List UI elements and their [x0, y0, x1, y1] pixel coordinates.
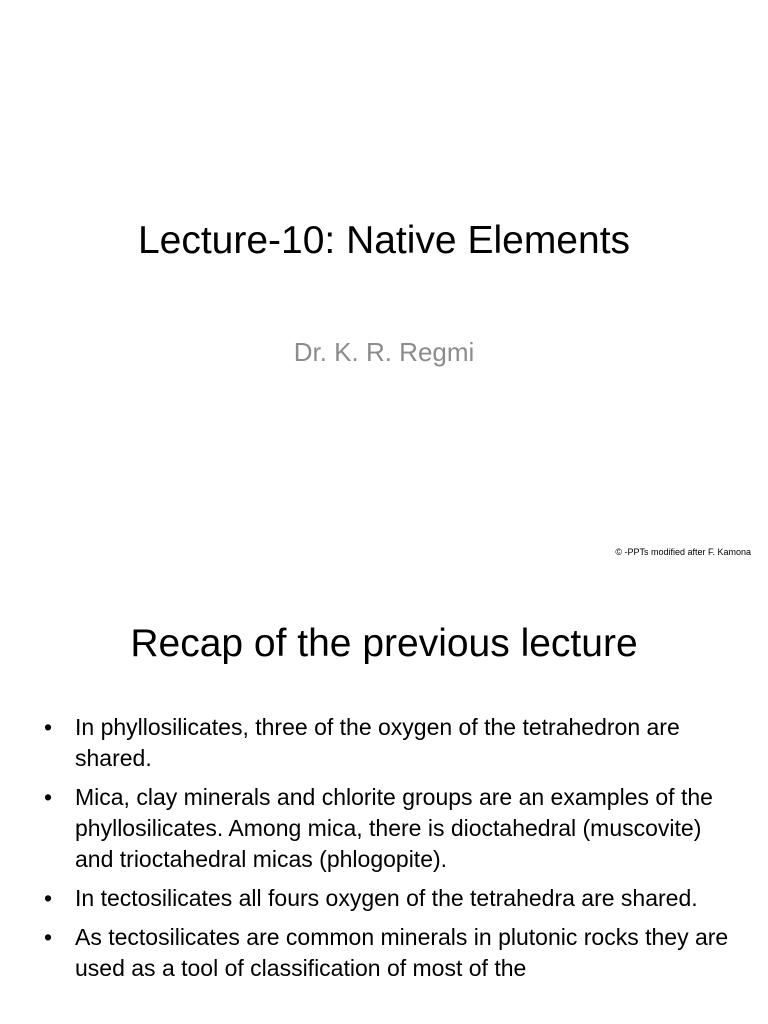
bullet-text: In phyllosilicates, three of the oxygen of the tetrahedron are shared.: [75, 714, 680, 771]
slide-recap: [0, 576, 768, 1024]
bullet-item: [44, 712, 744, 774]
bullet-text: As tectosilicates are common minerals in plutonic rocks they are used as a tool of classification of most of the: [75, 924, 729, 981]
bullet-dot-icon: •: [44, 885, 53, 911]
bullet-dot-icon: •: [44, 924, 53, 950]
author-subtitle: Dr. K. R. Regmi: [293, 337, 475, 367]
bullet-item: [44, 883, 744, 914]
bullet-item: [44, 782, 744, 875]
bullet-item: [44, 922, 744, 984]
recap-title: Recap of the previous lecture: [130, 622, 638, 665]
bullet-dot-icon: •: [44, 784, 53, 810]
credit-note: © -PPTs modified after F. Kamona: [615, 547, 751, 557]
bullet-text: Mica, clay minerals and chlorite groups are an examples of the phyllosilicates. Among mica, there is dioctahedral (muscovite) and trioctahedral micas (phlogopite).: [75, 784, 713, 872]
bullet-text: In tectosilicates all fours oxygen of the tetrahedra are shared.: [75, 885, 698, 911]
lecture-title: Lecture-10: Native Elements: [137, 219, 631, 262]
bullet-list: [44, 712, 744, 992]
bullet-dot-icon: •: [44, 714, 53, 740]
